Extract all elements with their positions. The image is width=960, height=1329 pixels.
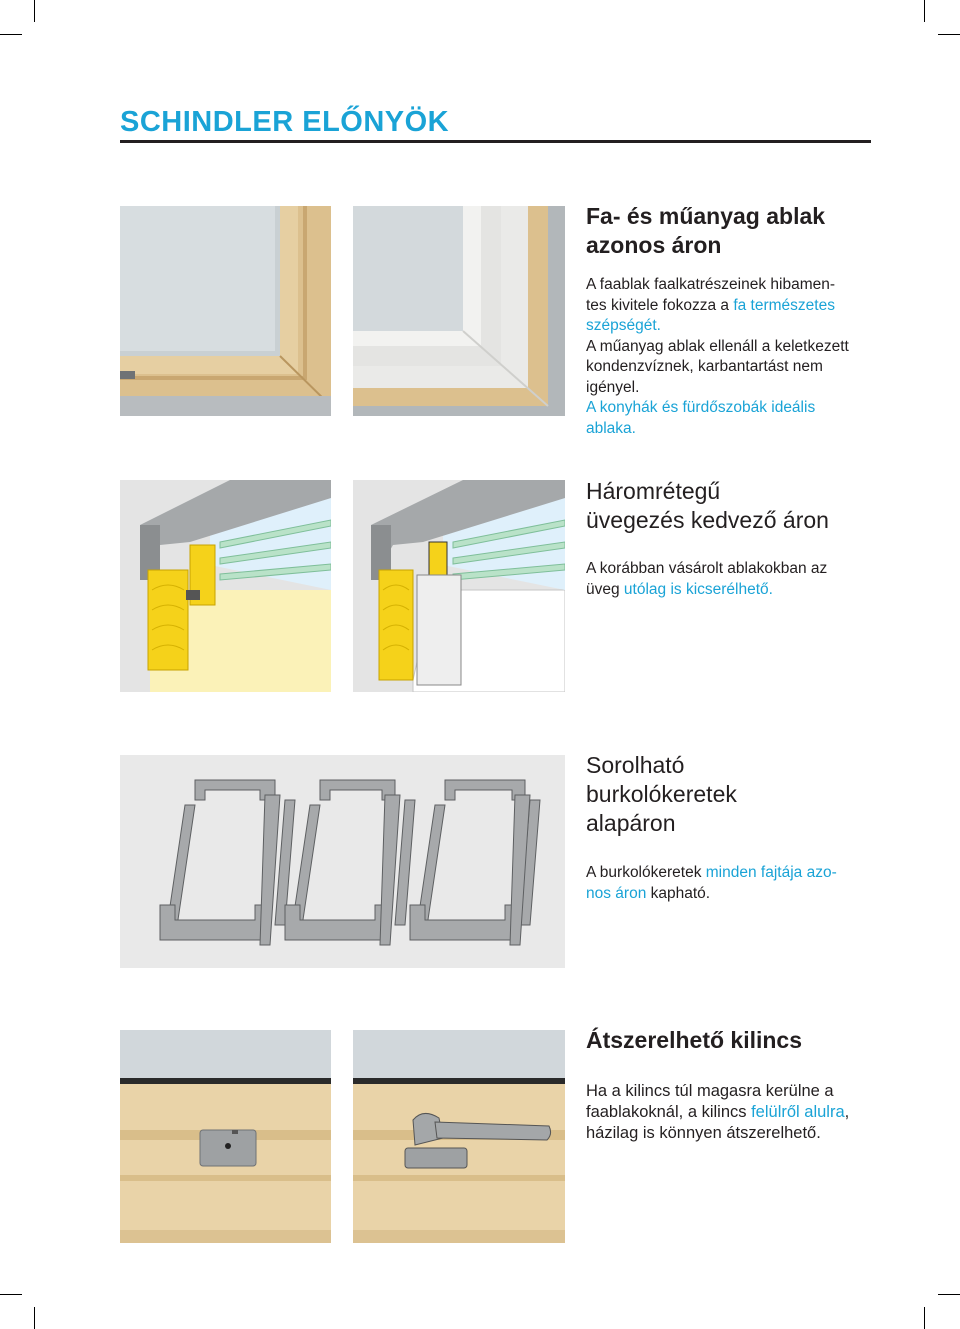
section-heading <box>586 1026 802 1055</box>
page-title: SCHINDLER ELŐNYÖK <box>120 106 450 138</box>
heading-line: üvegezés kedvező áron <box>586 507 829 533</box>
text-run: A műanyag ablak ellenáll a keletkezett <box>586 337 849 355</box>
heading-line: Háromrétegű <box>586 478 721 504</box>
handle-plate-photo <box>120 1030 331 1243</box>
crop-mark <box>34 0 35 22</box>
text-run: tes kivitele fokozza a <box>586 296 734 314</box>
wood-window-photo <box>120 206 331 416</box>
text-run: üveg <box>586 580 624 598</box>
section-body <box>586 1081 906 1144</box>
highlight-run: felülről alulra <box>751 1103 845 1121</box>
crop-mark <box>938 34 960 35</box>
text-run: Ha a kilincs túl magasra kerülne a <box>586 1082 834 1100</box>
text-run: A faablak faalkatrészeinek hibamen- <box>586 276 836 293</box>
section-heading <box>586 751 737 838</box>
highlight-run: nos áron <box>586 884 647 902</box>
highlight-run: fa természetes <box>733 296 835 314</box>
highlight-run: utólag is kicserélhető. <box>623 580 773 598</box>
crop-mark <box>0 34 22 35</box>
heading-line: Fa- és műanyag ablak <box>586 203 826 229</box>
heading-line: Sorolható <box>586 752 685 778</box>
crop-mark <box>34 1307 35 1329</box>
text-run: házilag is könnyen átszerelhető. <box>586 1124 821 1142</box>
heading-line: azonos áron <box>586 232 722 258</box>
wood-cross-section <box>120 480 331 692</box>
window-handle-photo <box>353 1030 565 1243</box>
heading-line: alapáron <box>586 810 676 836</box>
flashing-frames-image <box>120 755 565 968</box>
section-body <box>586 559 886 600</box>
text-run: kondenzvíznek, karbantartást nem <box>586 358 823 375</box>
text-run: kapható. <box>646 884 711 902</box>
crop-mark <box>924 0 925 22</box>
section-heading <box>586 202 825 260</box>
text-run: faablakoknál, a kilincs <box>586 1103 752 1121</box>
text-run: , <box>844 1103 850 1121</box>
heading-line: burkolókeretek <box>586 781 737 807</box>
heading-line: Átszerelhető kilincs <box>586 1027 803 1053</box>
text-run: A burkolókeretek <box>586 864 706 881</box>
text-run: igényel. <box>586 378 640 396</box>
plastic-cross-section <box>353 480 565 692</box>
title-rule <box>120 140 871 143</box>
crop-mark <box>938 1294 960 1295</box>
crop-mark <box>0 1294 22 1295</box>
plastic-window-photo <box>353 206 565 416</box>
section-body <box>586 863 886 904</box>
highlight-run: ablaka. <box>586 419 636 437</box>
highlight-run: szépségét. <box>586 317 661 334</box>
crop-mark <box>924 1307 925 1329</box>
highlight-run: A konyhák és fürdőszobák ideális <box>586 399 816 416</box>
section-heading <box>586 477 829 535</box>
text-run: A korábban vásárolt ablakokban az <box>586 560 828 577</box>
highlight-run: minden fajtája azo- <box>705 864 837 881</box>
section-body <box>586 275 886 439</box>
